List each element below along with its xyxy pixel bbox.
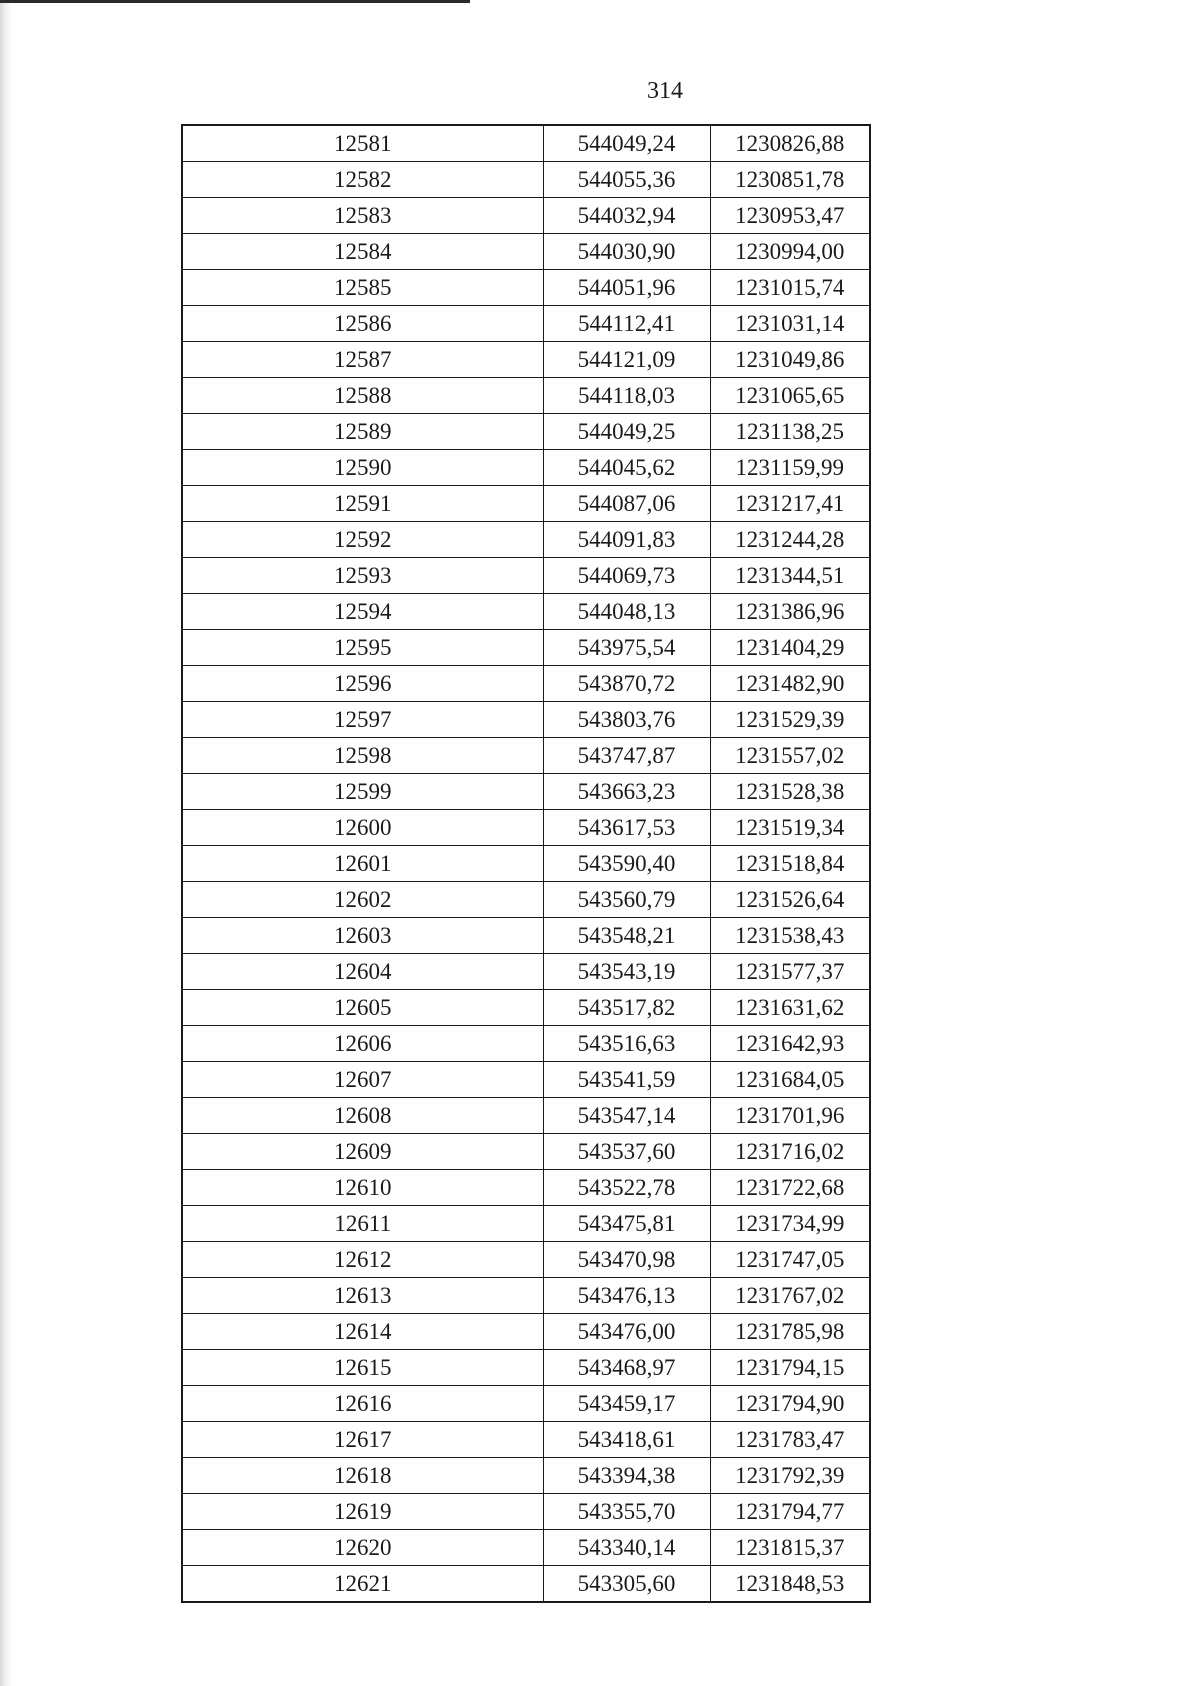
x-coordinate-cell: 543663,23 [543,774,710,810]
point-number-cell: 12581 [182,125,543,162]
table-row [182,1314,870,1350]
y-coordinate-cell: 1231785,98 [710,1314,870,1350]
x-coordinate-cell: 543541,59 [543,1062,710,1098]
point-number-cell: 12600 [182,810,543,846]
point-number-cell: 12617 [182,1422,543,1458]
table-row [182,414,870,450]
table-row [182,306,870,342]
table-row [182,486,870,522]
x-coordinate-cell: 543475,81 [543,1206,710,1242]
y-coordinate-cell: 1231529,39 [710,702,870,738]
point-number-cell: 12612 [182,1242,543,1278]
y-coordinate-cell: 1231701,96 [710,1098,870,1134]
x-coordinate-cell: 543543,19 [543,954,710,990]
x-coordinate-cell: 543516,63 [543,1026,710,1062]
point-number-cell: 12589 [182,414,543,450]
x-coordinate-cell: 543548,21 [543,918,710,954]
y-coordinate-cell: 1231794,15 [710,1350,870,1386]
point-number-cell: 12605 [182,990,543,1026]
point-number-cell: 12615 [182,1350,543,1386]
point-number-cell: 12620 [182,1530,543,1566]
x-coordinate-cell: 544049,25 [543,414,710,450]
y-coordinate-cell: 1231848,53 [710,1566,870,1603]
x-coordinate-cell: 543522,78 [543,1170,710,1206]
y-coordinate-cell: 1231138,25 [710,414,870,450]
y-coordinate-cell: 1231747,05 [710,1242,870,1278]
x-coordinate-cell: 544032,94 [543,198,710,234]
x-coordinate-cell: 544045,62 [543,450,710,486]
point-number-cell: 12606 [182,1026,543,1062]
x-coordinate-cell: 543459,17 [543,1386,710,1422]
table-body [182,125,870,1602]
y-coordinate-cell: 1231792,39 [710,1458,870,1494]
table-row [182,1566,870,1603]
x-coordinate-cell: 543476,00 [543,1314,710,1350]
x-coordinate-cell: 543560,79 [543,882,710,918]
table-row [182,774,870,810]
point-number-cell: 12586 [182,306,543,342]
x-coordinate-cell: 543418,61 [543,1422,710,1458]
x-coordinate-cell: 543517,82 [543,990,710,1026]
point-number-cell: 12602 [182,882,543,918]
point-number-cell: 12582 [182,162,543,198]
point-number-cell: 12616 [182,1386,543,1422]
table-row [182,234,870,270]
x-coordinate-cell: 543975,54 [543,630,710,666]
x-coordinate-cell: 544049,24 [543,125,710,162]
point-number-cell: 12611 [182,1206,543,1242]
y-coordinate-cell: 1230953,47 [710,198,870,234]
x-coordinate-cell: 544087,06 [543,486,710,522]
point-number-cell: 12587 [182,342,543,378]
y-coordinate-cell: 1231577,37 [710,954,870,990]
y-coordinate-cell: 1231015,74 [710,270,870,306]
point-number-cell: 12610 [182,1170,543,1206]
x-coordinate-cell: 543340,14 [543,1530,710,1566]
table-row [182,666,870,702]
table-row [182,918,870,954]
y-coordinate-cell: 1231631,62 [710,990,870,1026]
y-coordinate-cell: 1231065,65 [710,378,870,414]
table-row [182,270,870,306]
table-row [182,882,870,918]
y-coordinate-cell: 1230851,78 [710,162,870,198]
x-coordinate-cell: 544112,41 [543,306,710,342]
point-number-cell: 12601 [182,846,543,882]
table-row [182,1494,870,1530]
point-number-cell: 12596 [182,666,543,702]
point-number-cell: 12607 [182,1062,543,1098]
point-number-cell: 12591 [182,486,543,522]
x-coordinate-cell: 543537,60 [543,1134,710,1170]
point-number-cell: 12588 [182,378,543,414]
table-row [182,738,870,774]
y-coordinate-cell: 1231734,99 [710,1206,870,1242]
table-row [182,198,870,234]
point-number-cell: 12608 [182,1098,543,1134]
table-row [182,1206,870,1242]
x-coordinate-cell: 543617,53 [543,810,710,846]
point-number-cell: 12609 [182,1134,543,1170]
y-coordinate-cell: 1231519,34 [710,810,870,846]
y-coordinate-cell: 1231031,14 [710,306,870,342]
y-coordinate-cell: 1231557,02 [710,738,870,774]
point-number-cell: 12595 [182,630,543,666]
table-row [182,810,870,846]
x-coordinate-cell: 543803,76 [543,702,710,738]
x-coordinate-cell: 543468,97 [543,1350,710,1386]
table-row [182,702,870,738]
point-number-cell: 12599 [182,774,543,810]
x-coordinate-cell: 544051,96 [543,270,710,306]
x-coordinate-cell: 544055,36 [543,162,710,198]
y-coordinate-cell: 1231217,41 [710,486,870,522]
table-row [182,954,870,990]
scan-edge [0,0,12,1686]
point-number-cell: 12592 [182,522,543,558]
x-coordinate-cell: 544118,03 [543,378,710,414]
y-coordinate-cell: 1231244,28 [710,522,870,558]
x-coordinate-cell: 543476,13 [543,1278,710,1314]
point-number-cell: 12614 [182,1314,543,1350]
table-row [182,1134,870,1170]
x-coordinate-cell: 544048,13 [543,594,710,630]
y-coordinate-cell: 1231528,38 [710,774,870,810]
x-coordinate-cell: 544069,73 [543,558,710,594]
y-coordinate-cell: 1231404,29 [710,630,870,666]
x-coordinate-cell: 544030,90 [543,234,710,270]
y-coordinate-cell: 1231716,02 [710,1134,870,1170]
x-coordinate-cell: 543870,72 [543,666,710,702]
point-number-cell: 12584 [182,234,543,270]
y-coordinate-cell: 1231159,99 [710,450,870,486]
y-coordinate-cell: 1231767,02 [710,1278,870,1314]
table-row [182,162,870,198]
y-coordinate-cell: 1231482,90 [710,666,870,702]
table-row [182,450,870,486]
y-coordinate-cell: 1231794,90 [710,1386,870,1422]
x-coordinate-cell: 543394,38 [543,1458,710,1494]
table-row [182,342,870,378]
x-coordinate-cell: 544121,09 [543,342,710,378]
table-row [182,1278,870,1314]
y-coordinate-cell: 1231518,84 [710,846,870,882]
table-row [182,1530,870,1566]
point-number-cell: 12594 [182,594,543,630]
y-coordinate-cell: 1230826,88 [710,125,870,162]
y-coordinate-cell: 1231815,37 [710,1530,870,1566]
table-row [182,1386,870,1422]
y-coordinate-cell: 1231344,51 [710,558,870,594]
table-row [182,558,870,594]
x-coordinate-cell: 543470,98 [543,1242,710,1278]
y-coordinate-cell: 1231642,93 [710,1026,870,1062]
y-coordinate-cell: 1231049,86 [710,342,870,378]
point-number-cell: 12613 [182,1278,543,1314]
y-coordinate-cell: 1230994,00 [710,234,870,270]
table-row [182,1458,870,1494]
point-number-cell: 12618 [182,1458,543,1494]
x-coordinate-cell: 543747,87 [543,738,710,774]
y-coordinate-cell: 1231684,05 [710,1062,870,1098]
table-row [182,1422,870,1458]
y-coordinate-cell: 1231538,43 [710,918,870,954]
coordinates-table [181,124,871,1603]
table-row [182,1242,870,1278]
table-row [182,378,870,414]
point-number-cell: 12621 [182,1566,543,1603]
page-number: 314 [647,78,683,104]
table-row [182,1098,870,1134]
table-row [182,990,870,1026]
point-number-cell: 12585 [182,270,543,306]
x-coordinate-cell: 544091,83 [543,522,710,558]
y-coordinate-cell: 1231722,68 [710,1170,870,1206]
point-number-cell: 12598 [182,738,543,774]
x-coordinate-cell: 543547,14 [543,1098,710,1134]
table-row [182,630,870,666]
y-coordinate-cell: 1231386,96 [710,594,870,630]
y-coordinate-cell: 1231526,64 [710,882,870,918]
table-row [182,1026,870,1062]
table-row [182,1170,870,1206]
table-row [182,1062,870,1098]
x-coordinate-cell: 543305,60 [543,1566,710,1603]
table-row [182,125,870,162]
y-coordinate-cell: 1231794,77 [710,1494,870,1530]
table-row [182,846,870,882]
table-row [182,1350,870,1386]
point-number-cell: 12583 [182,198,543,234]
table-row [182,594,870,630]
point-number-cell: 12593 [182,558,543,594]
point-number-cell: 12597 [182,702,543,738]
x-coordinate-cell: 543355,70 [543,1494,710,1530]
point-number-cell: 12619 [182,1494,543,1530]
point-number-cell: 12603 [182,918,543,954]
x-coordinate-cell: 543590,40 [543,846,710,882]
point-number-cell: 12590 [182,450,543,486]
point-number-cell: 12604 [182,954,543,990]
y-coordinate-cell: 1231783,47 [710,1422,870,1458]
top-rule [0,0,470,3]
table-row [182,522,870,558]
